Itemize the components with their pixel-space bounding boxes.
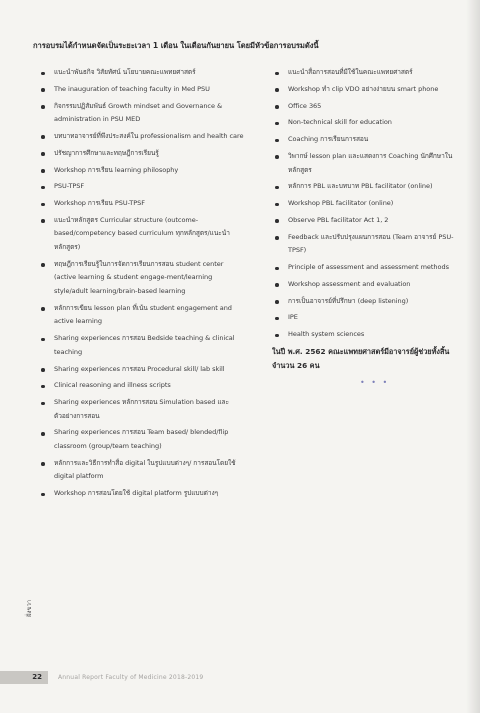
list-item (38, 197, 246, 211)
section-heading: การอบรมได้กำหนดจัดเป็นระยะเวลา 1 เดือน ในเดือนกันยายน โดยมีหัวข้อการอบรมดังนี้ (33, 41, 319, 50)
list-item-text: Sharing experiences การสอน Procedural skill/ lab skill (54, 364, 225, 373)
list-item-text: Clinical reasoning and illness scripts (54, 381, 171, 390)
list-item-text: แนะนำหลักสูตร Curricular structure (outcome-based/competency based curriculum ทุกหลักสูตร/แนะนำหลักสูตร) (54, 215, 230, 252)
bullet-icon (41, 135, 45, 139)
list-item-text: Workshop assessment and evaluation (288, 279, 411, 288)
bullet-icon (41, 152, 45, 156)
list-item-text: Workshop การสอนโดยใช้ digital platform รูปแบบต่างๆ (54, 489, 219, 498)
page-footer (0, 671, 480, 684)
side-note (24, 583, 33, 623)
list-item (272, 66, 460, 80)
bullet-icon (275, 105, 279, 109)
bullet-icon (41, 169, 45, 173)
bullet-icon (41, 263, 45, 267)
left-column (38, 66, 246, 504)
list-item-text: Coaching การเรียนการสอน (288, 135, 369, 144)
bullet-icon (41, 402, 45, 406)
list-item-text: หลักการเขียน lesson plan ที่เน้น student engagement and active learning (54, 303, 232, 326)
list-item-text: แนะนำพันธกิจ วิสัยทัศน์ นโยบายคณะแพทยศาสตร์ (54, 68, 196, 76)
list-item-text: หลักการ PBL และบทบาท PBL facilitator (online) (288, 182, 433, 191)
list-item-text: บทบาทอาจารย์ที่พึงประสงค์ใน professionalism and health care (54, 131, 244, 140)
bullet-icon (41, 88, 45, 92)
bullet-icon (41, 105, 45, 109)
list-item-text: Feedback และปรับปรุงแผนการสอน (Team อาจารย์ PSU-TPSF) (288, 232, 454, 255)
list-item (38, 363, 246, 377)
list-item-text: IPE (288, 313, 298, 322)
list-item-text: แนะนำสื่อการสอนที่มีใช้ในคณะแพทยศาสตร์ (288, 68, 413, 76)
list-item (38, 180, 246, 194)
ellipsis-ornament: • • • (360, 378, 390, 388)
list-item (272, 328, 460, 342)
bullet-icon (41, 493, 45, 497)
list-item (272, 116, 460, 130)
bullet-icon (275, 88, 279, 92)
list-item (272, 231, 460, 258)
list-item (272, 311, 460, 325)
list-item (38, 66, 246, 80)
list-item (272, 100, 460, 114)
bullet-icon (41, 186, 45, 190)
list-item (38, 332, 246, 359)
bullet-icon (41, 462, 45, 466)
right-bullet-list (272, 66, 460, 342)
list-item (38, 164, 246, 178)
bullet-icon (275, 155, 279, 159)
list-item (38, 487, 246, 501)
list-item-text: The inauguration of teaching faculty in Med PSU (54, 84, 210, 93)
list-item-text: Sharing experiences การสอน Team based/ blended/flip classroom (group/team teaching) (54, 428, 229, 451)
list-item (38, 457, 246, 484)
list-item-text: Non-technical skill for education (288, 118, 392, 127)
bullet-icon (41, 72, 45, 76)
bullet-icon (275, 219, 279, 223)
side-note-text: ฝั่งขวา (26, 599, 33, 617)
bullet-icon (41, 368, 45, 372)
list-item (38, 302, 246, 329)
bullet-icon (275, 186, 279, 190)
list-item-text: หลักการและวิธีการทำสื่อ digital ในรูปแบบต่างๆ/ การสอนโดยใช้ digital platform (54, 458, 236, 481)
list-item (272, 295, 460, 309)
list-item-text: Sharing experiences หลักการสอน Simulation based และตัวอย่างการสอน (54, 398, 229, 420)
page-number: 22 (0, 671, 48, 684)
list-item (38, 83, 246, 97)
bullet-icon (41, 307, 45, 311)
bullet-icon (41, 338, 45, 342)
list-item-text: Workshop การเรียน learning philosophy (54, 165, 179, 174)
left-bullet-list (38, 66, 246, 501)
list-item-text: PSU-TPSF (54, 182, 85, 191)
bullet-icon (275, 283, 279, 287)
list-item (272, 83, 460, 97)
list-item (272, 278, 460, 292)
list-item (272, 214, 460, 228)
summary-text: ในปี พ.ศ. 2562 คณะแพทยศาสตร์มีอาจารย์ผู้ช่วยทั้งสิ้น จำนวน 26 คน (272, 346, 450, 370)
list-item (272, 261, 460, 275)
list-item-text: Observe PBL facilitator Act 1, 2 (288, 215, 389, 224)
list-item (272, 180, 460, 194)
list-item (38, 379, 246, 393)
bullet-icon (41, 385, 45, 389)
list-item-text: ปรัชญาการศึกษาและทฤษฎีการเรียนรู้ (54, 148, 159, 157)
list-item-text: Office 365 (288, 101, 322, 110)
list-item-text: Workshop PBL facilitator (online) (288, 199, 394, 208)
list-item-text: ทฤษฎีการเรียนรู้ในการจัดการเรียนการสอน student center (active learning & student engage-ment/learning style/adult learning/brain-based learning (54, 259, 224, 295)
bullet-icon (275, 300, 279, 304)
list-item (272, 133, 460, 147)
bullet-icon (41, 432, 45, 436)
bullet-icon (275, 72, 279, 76)
list-item (38, 258, 246, 299)
list-item-text: การเป็นอาจารย์ที่ปรึกษา (deep listening) (288, 296, 409, 305)
bullet-icon (275, 203, 279, 207)
list-item-text: Principle of assessment and assessment methods (288, 263, 449, 271)
list-item (38, 130, 246, 144)
bullet-icon (41, 203, 45, 207)
list-item (38, 100, 246, 127)
list-item (38, 147, 246, 161)
right-column (272, 66, 460, 387)
list-item-text: กิจกรรมปฏิสัมพันธ์ Growth mindset and Governance & administration in PSU MED (54, 101, 223, 124)
bullet-icon (275, 267, 279, 271)
bullet-icon (275, 317, 279, 321)
list-item (38, 396, 246, 423)
list-item (272, 197, 460, 211)
bullet-icon (275, 139, 279, 143)
list-item-text: Workshop การเรียน PSU-TPSF (54, 199, 145, 208)
bullet-icon (275, 236, 279, 240)
page-edge-shadow (466, 0, 480, 713)
list-item (272, 150, 460, 177)
list-item-text: Workshop ทำ clip VDO อย่างง่ายบน smart phone (288, 84, 439, 93)
list-item-text: วิพากษ์ lesson plan และแสดงการ Coaching นักศึกษาในหลักสูตร (288, 151, 453, 174)
bullet-icon (41, 219, 45, 223)
list-item-text: Sharing experiences การสอน Bedside teaching & clinical teaching (54, 334, 235, 356)
list-item-text: Health system sciences (288, 330, 365, 339)
footer-title: Annual Report Faculty of Medicine 2018-2019 (58, 674, 204, 681)
list-item (38, 214, 246, 255)
bullet-icon (275, 334, 279, 338)
bullet-icon (275, 122, 279, 126)
list-item (38, 426, 246, 453)
